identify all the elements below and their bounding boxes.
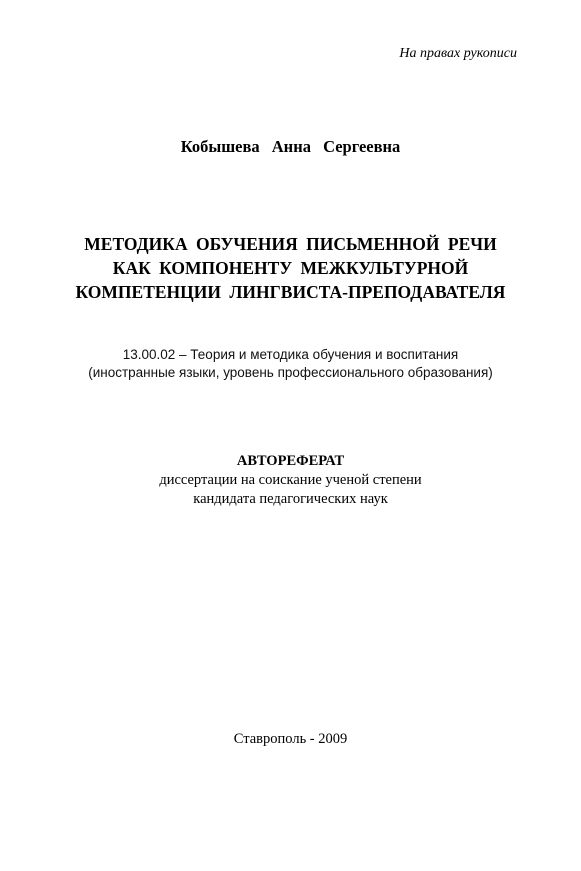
specialty-code (0, 346, 581, 382)
city-year: Ставрополь - 2009 (233, 731, 348, 747)
title-line: КАК КОМПОНЕНТУ МЕЖКУЛЬТУРНОЙ (112, 258, 469, 278)
specialty-line: (иностранные языки, уровень профессионального образования) (88, 365, 493, 380)
dissertation-title (0, 232, 581, 304)
abstract-label: АВТОРЕФЕРАТ (236, 453, 345, 469)
specialty-line: 13.00.02 – Теория и методика обучения и воспитания (122, 347, 459, 362)
abstract-line: кандидата педагогических наук (193, 491, 388, 507)
title-line: МЕТОДИКА ОБУЧЕНИЯ ПИСЬМЕННОЙ РЕЧИ (84, 234, 497, 254)
title-line: КОМПЕТЕНЦИИ ЛИНГВИСТА-ПРЕПОДАВАТЕЛЯ (75, 282, 506, 302)
rights-note: На правах рукописи (399, 46, 517, 61)
abstract-line: диссертации на соискание ученой степени (159, 472, 422, 488)
author-name: Кобышева Анна Сергеевна (180, 137, 401, 156)
abstract-block (0, 452, 581, 509)
